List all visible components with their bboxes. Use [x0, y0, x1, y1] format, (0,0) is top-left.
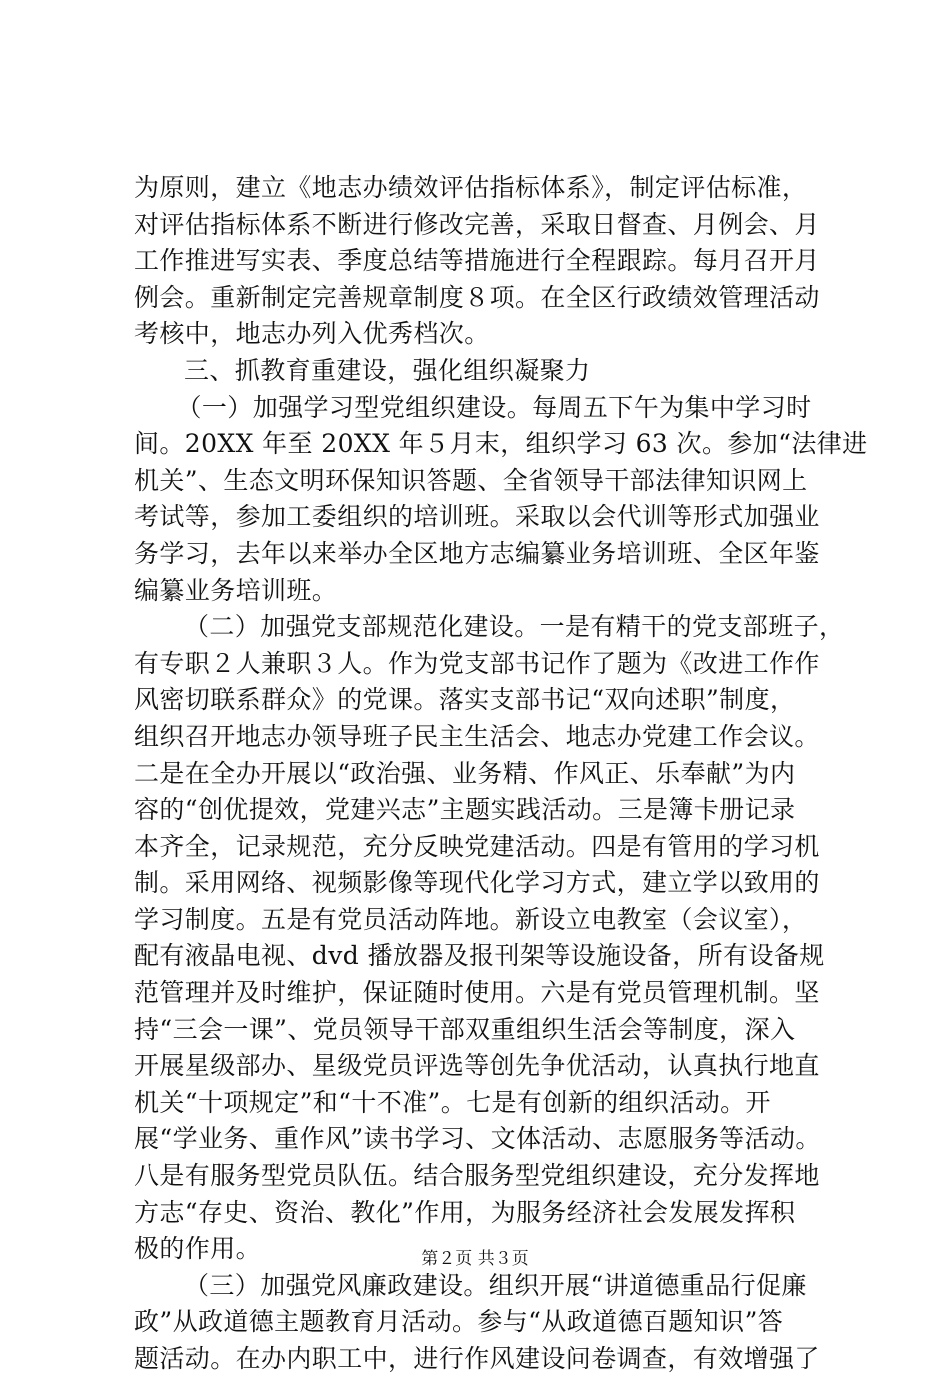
page-number-footer: 第２页 共３页 [421, 1249, 529, 1269]
text-line: 有专职２人兼职３人。作为党支部书记作了题为《改进工作作 [134, 648, 820, 678]
text-line: 八是有服务型党员队伍。结合服务型党组织建设，充分发挥地 [134, 1161, 820, 1191]
text-line: 间。20XX 年至 20XX 年５月末，组织学习 63 次。参加“法律进 [134, 429, 868, 459]
text-line: 风密切联系群众》的党课。落实支部书记“双向述职”制度， [134, 685, 796, 715]
text-line: 学习制度。五是有党员活动阵地。新设立电教室（会议室）， [134, 904, 808, 934]
text-line: 编纂业务培训班。 [134, 575, 338, 605]
text-line: 机关”、生态文明环保知识答题、全省领导干部法律知识网上 [134, 465, 808, 495]
text-line: 配有液晶电视、dvd 播放器及报刊架等设施设备，所有设备规 [134, 941, 825, 971]
text-line: 范管理并及时维护，保证随时使用。六是有党员管理机制。坚 [134, 978, 820, 1008]
text-line: 持“三会一课”、党员领导干部双重组织生活会等制度，深入 [134, 1014, 796, 1044]
text-line: 工作推进写实表、季度总结等措施进行全程跟踪。每月召开月 [134, 246, 820, 276]
text-line: 为原则，建立《地志办绩效评估指标体系》，制定评估标准， [134, 173, 808, 202]
text-line: 考核中，地志办列入优秀档次。 [134, 319, 490, 349]
text-line: 展“学业务、重作风”读书学习、文体活动、志愿服务等活动。 [134, 1124, 821, 1154]
text-line: 本齐全，记录规范，充分反映党建活动。四是有管用的学习机 [134, 831, 820, 861]
text-line: 对评估指标体系不断进行修改完善，采取日督查、月例会、月 [134, 209, 820, 239]
text-line: （二）加强党支部规范化建设。一是有精干的党支部班子， [184, 612, 845, 642]
text-line: 容的“创优提效，党建兴志”主题实践活动。三是簿卡册记录 [134, 795, 796, 825]
text-line: （三）加强党风廉政建设。组织开展“讲道德重品行促廉 [184, 1270, 807, 1300]
text-line: 极的作用。 [134, 1234, 262, 1264]
text-line: 考试等，参加工委组织的培训班。采取以会代训等形式加强业 [134, 502, 820, 532]
text-line: （一）加强学习型党组织建设。每周五下午为集中学习时 [176, 392, 812, 422]
text-line: 制。采用网络、视频影像等现代化学习方式，建立学以致用的 [134, 868, 820, 898]
document-body [134, 170, 868, 1378]
text-line: 开展星级部办、星级党员评选等创先争优活动，认真执行地直 [134, 1051, 820, 1081]
text-line: 二是在全办开展以“政治强、业务精、作风正、乐奉献”为内 [134, 758, 796, 788]
text-line: 务学习，去年以来举办全区地方志编纂业务培训班、全区年鉴 [134, 538, 820, 568]
text-line: 机关“十项规定”和“十不准”。七是有创新的组织活动。开 [134, 1087, 771, 1117]
text-line: 组织召开地志办领导班子民主生活会、地志办党建工作会议。 [134, 721, 820, 751]
text-line: 政”从政道德主题教育月活动。参与“从政道德百题知识”答 [134, 1307, 784, 1337]
text-line: 例会。重新制定完善规章制度８项。在全区行政绩效管理活动 [134, 282, 820, 312]
text-line: 方志“存史、资治、教化”作用，为服务经济社会发展发挥积 [134, 1197, 796, 1227]
text-line: 题活动。在办内职工中，进行作风建设问卷调查，有效增强了 [134, 1344, 820, 1373]
section-heading: 三、抓教育重建设，强化组织凝聚力 [184, 355, 591, 385]
